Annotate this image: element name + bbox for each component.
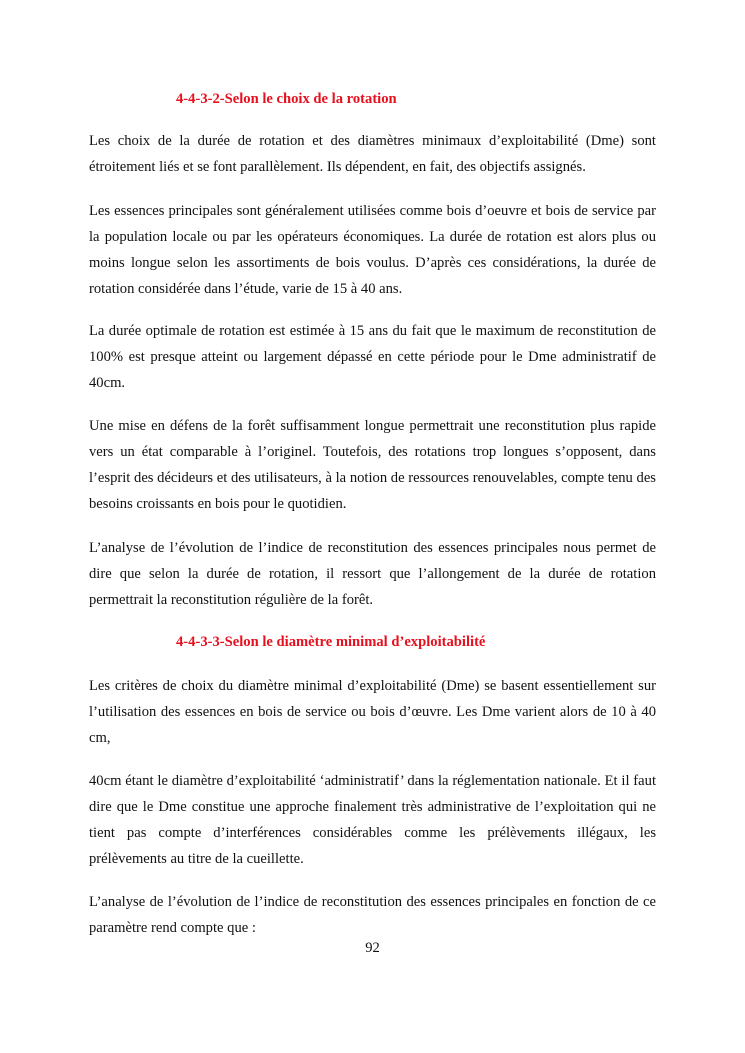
paragraph-analyse-parametre: L’analyse de l’évolution de l’indice de reconstitution des essences principales en fonction de ce paramètre rend compte que : (89, 894, 656, 936)
section-heading-rotation: 4-4-3-2-Selon le choix de la rotation (176, 91, 397, 107)
paragraph-mise-en-defens: Une mise en défens de la forêt suffisamment longue permettrait une reconstitution plus rapide vers un état comparable à l’originel. Toutefois, des rotations trop longues s’opposent, dans l’esprit des décideurs et des utilisateurs, à la notion de ressources renouvelables, compte tenu des besoins croissants en bois pour le quotidien. (89, 418, 656, 512)
section-heading-diametre: 4-4-3-3-Selon le diamètre minimal d’exploitabilité (176, 634, 486, 650)
paragraph-analyse-rotation: L’analyse de l’évolution de l’indice de reconstitution des essences principales nous permet de dire que selon la durée de rotation, il ressort que l’allongement de la durée de rotation permettrait la reconstitution régulière de la forêt. (89, 540, 656, 608)
paragraph-essences-principales: Les essences principales sont généralement utilisées comme bois d’oeuvre et bois de service par la population locale ou par les opérateurs économiques. La durée de rotation est alors plus ou moins longue selon les assortiments de bois voulus. D’après ces considérations, la durée de rotation considérée dans l’étude, varie de 15 à 40 ans. (89, 203, 656, 297)
paragraph-dme-administratif: 40cm étant le diamètre d’exploitabilité ‘administratif’ dans la réglementation nationale. Et il faut dire que le Dme constitue une approche finalement très administrative de l’exploitation qui ne tient pas compte d’interférences considérables comme les prélèvements illégaux, les prélèvements au titre de la cueillette. (89, 773, 656, 867)
paragraph-duree-optimale: La durée optimale de rotation est estimée à 15 ans du fait que le maximum de reconstitution de 100% est presque atteint ou largement dépassé en cette période pour le Dme administratif de 40cm. (89, 323, 656, 391)
paragraph-choix-rotation: Les choix de la durée de rotation et des diamètres minimaux d’exploitabilité (Dme) sont étroitement liés et se font parallèlement. Ils dépendent, en fait, des objectifs assignés. (89, 133, 656, 175)
paragraph-criteres-dme: Les critères de choix du diamètre minimal d’exploitabilité (Dme) se basent essentiellement sur l’utilisation des essences en bois de service ou bois d’œuvre. Les Dme varient alors de 10 à 40 cm, (89, 678, 656, 746)
page-number: 92 (365, 940, 380, 956)
